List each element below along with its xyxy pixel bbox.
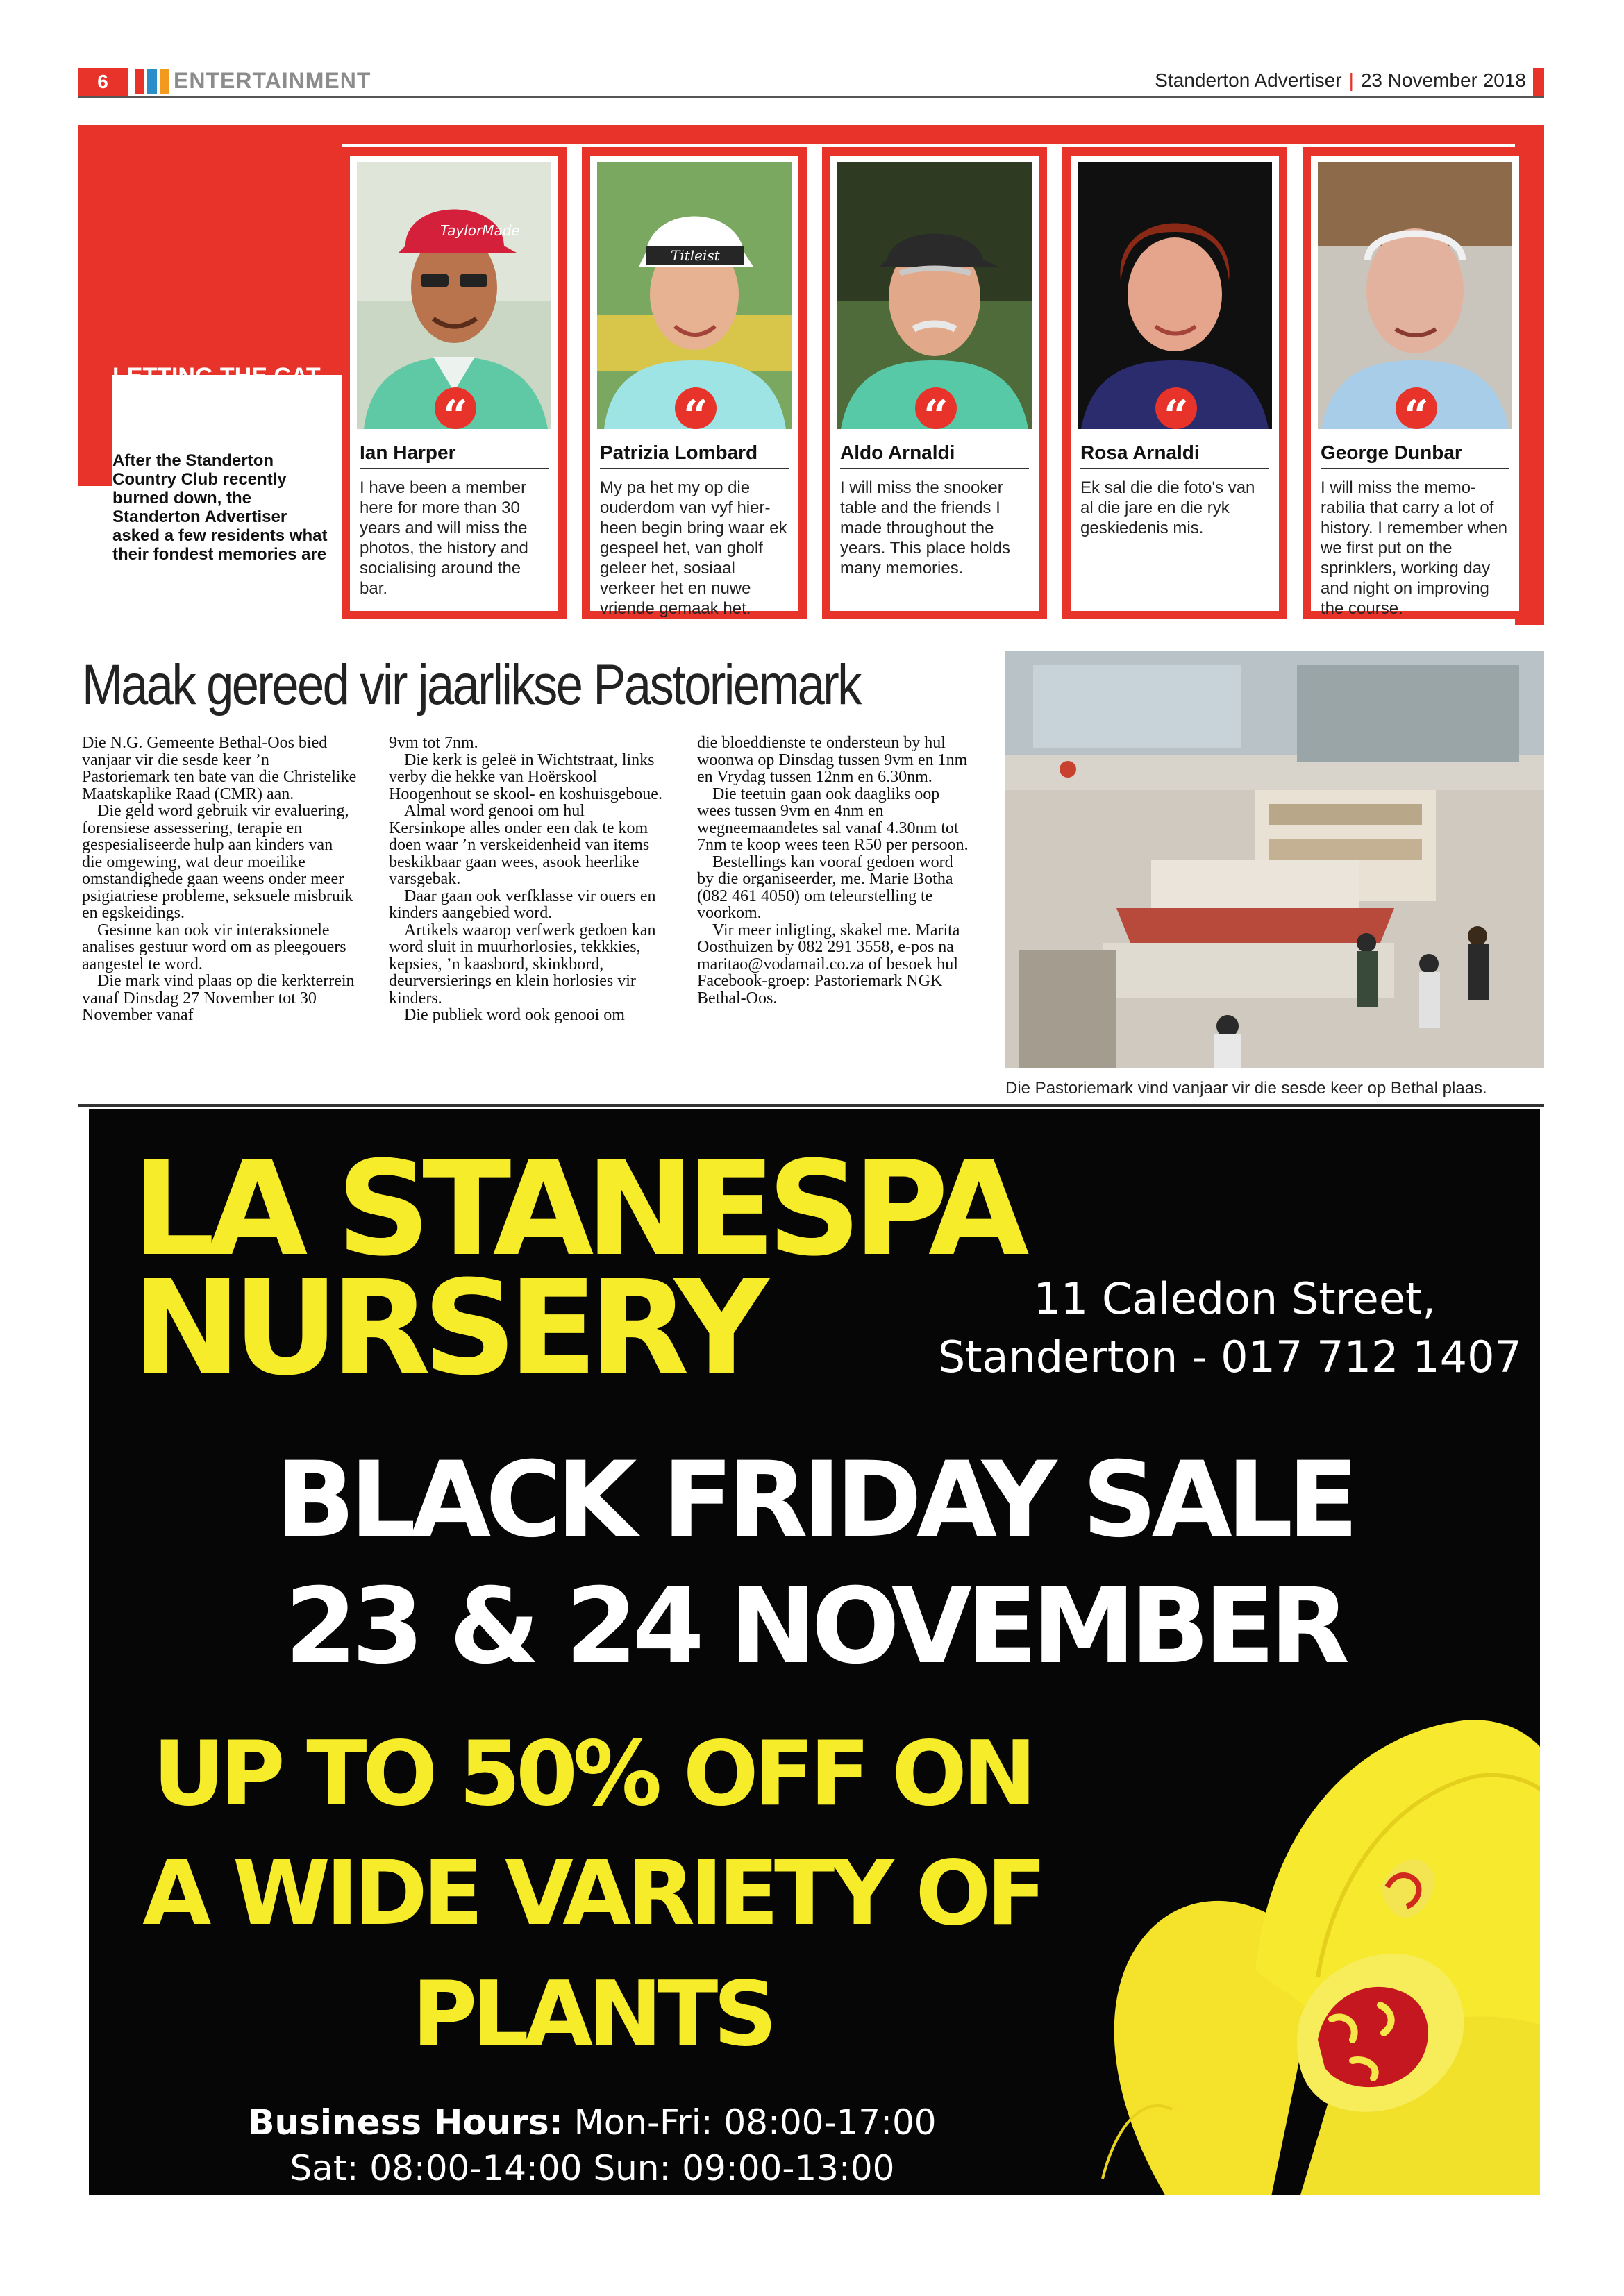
orchid-image — [1089, 1679, 1540, 2195]
offer-line2: A WIDE VARIETY OF — [142, 1842, 1042, 1945]
advert-name-line2: NURSERY — [132, 1252, 761, 1405]
advert-name-line1: LA STANESPA — [132, 1133, 1021, 1285]
article-paragraph: die bloeddienste te ondersteun by hul woonwa op Dinsdag tussen 9vm en 1nm en Vrydag tussen 12nm en 6.30nm. — [697, 734, 968, 786]
article-paragraph: Die mark vind plaas op die kerkterrein vanaf Dinsdag 27 November tot 30 November vanaf — [82, 972, 355, 1024]
article-column-3 — [697, 735, 972, 1007]
person-quote: I have been a member here for more than 30 years and will miss the photos, the history and socialising around the bar. — [360, 478, 528, 598]
person-card — [822, 147, 1047, 619]
advert-address-line1: 11 Caledon Street, — [1033, 1273, 1436, 1324]
quote-icon: “ — [435, 387, 476, 429]
accent-bar-blue — [147, 69, 157, 94]
offer-line1: UP TO 50% OFF ON — [152, 1723, 1032, 1826]
publication-name: Standerton Advertiser — [1155, 69, 1342, 91]
person-quote: I will miss the memo- rabilia that carry a lot of history. I remember when we first put on the sprinklers, working day and night on improving the course. — [1321, 478, 1507, 618]
offer-line3: PLANTS — [412, 1963, 773, 2066]
article-paragraph: Gesinne kan ook vir interaksionele analises gestuur word om as pleegouers aangestel te word. — [82, 921, 346, 973]
person-card — [342, 147, 567, 619]
person-name: Patrizia Lombard — [600, 442, 789, 469]
weekday-hours: Mon-Fri: 08:00-17:00 — [574, 2102, 937, 2143]
article-column-1 — [82, 735, 357, 1024]
person-name: Rosa Arnaldi — [1080, 442, 1269, 469]
nursery-advert — [89, 1109, 1540, 2195]
article-paragraph: 9vm tot 7nm. — [389, 734, 478, 752]
person-name: Ian Harper — [360, 442, 549, 469]
svg-text:Titleist: Titleist — [671, 247, 720, 264]
quote-icon: “ — [915, 387, 957, 429]
feature-title: LETTING THE CAT OUT OF THE BAG — [112, 363, 321, 412]
business-hours-label: Business Hours: — [248, 2102, 563, 2143]
person-card — [1303, 147, 1527, 619]
article-paragraph: Die N.G. Gemeente Bethal-Oos bied vanjaar vir die sesde keer ’n Pastoriemark ten bate van die Christelike Maatskaplike Raad (CMR) aan. — [82, 734, 357, 803]
person-quote: I will miss the snooker table and the friends I made throughout the years. This place holds many memories. — [840, 478, 1011, 578]
accent-bar-red — [135, 69, 144, 94]
article-paragraph: Artikels waarop verfwerk gedoen kan word sluit in muurhorlosies, tekkkies, kepsies, ’n kaasbord, skinkbord, deurversierings en klein horlosies vir kinders. — [389, 921, 656, 1007]
section-title: ENTERTAINMENT — [174, 68, 371, 93]
article-paragraph: Die publiek word ook genooi om — [404, 1006, 625, 1024]
quote-icon: “ — [675, 387, 717, 429]
article-rule — [78, 1104, 1544, 1107]
person-quote: Ek sal die die foto's van al die jare en die ryk geskiedenis mis. — [1080, 478, 1255, 537]
weekend-hours: Sat: 08:00-14:00 Sun: 09:00-13:00 — [290, 2148, 895, 2188]
header-rule — [78, 96, 1544, 98]
article-paragraph: Daar gaan ook verfklasse vir ouers en kinders aangebied word. — [389, 887, 656, 922]
sale-headline: BLACK FRIDAY SALE — [276, 1440, 1353, 1561]
photo-caption: Die Pastoriemark vind vanjaar vir die sesde keer op Bethal plaas. — [1005, 1079, 1487, 1098]
article-title: Maak gereed vir jaarlikse Pastoriemark — [82, 653, 860, 717]
quote-icon: “ — [1155, 387, 1197, 429]
publication-info — [1155, 69, 1526, 92]
accent-bar-orange — [160, 69, 169, 94]
business-hours — [89, 2102, 1096, 2143]
quote-icon: “ — [1396, 387, 1437, 429]
page-number: 6 — [78, 68, 128, 96]
sale-dates: 23 & 24 NOVEMBER — [284, 1566, 1345, 1687]
article-paragraph: Bestellings kan vooraf gedoen word by die organiseerder, me. Marie Botha (082 461 4050) om teleurstelling te voorkom. — [697, 853, 953, 922]
person-quote: My pa het my op die ouderdom van vyf hier- heen begin bring waar ek gespeel het, van gholf geleer het, sosiaal verkeer het en nuwe vriende gemaak het. — [600, 478, 787, 618]
advert-address-line2: Standerton - 017 712 1407 — [937, 1332, 1522, 1382]
article-column-2 — [389, 735, 664, 1024]
publication-date: 23 November 2018 — [1360, 69, 1526, 91]
person-name: George Dunbar — [1321, 442, 1509, 469]
person-card — [582, 147, 807, 619]
header-separator: | — [1348, 69, 1354, 91]
feature-corner-block — [78, 125, 342, 375]
article-paragraph: Vir meer inligting, skakel me. Marita Oosthuizen by 082 291 3558, e-pos na maritao@vodamail.co.za of besoek hul Facebook-groep: Pastoriemark NGK Bethal-Oos. — [697, 921, 960, 1007]
svg-text:TaylorMade: TaylorMade — [440, 222, 520, 239]
article-paragraph: Die geld word gebruik vir evaluering, forensiese assessering, terapie en gespesialiseerde hulp aan kinders van die omgewing, wat deur moeilike omstandighede gaan weens onder meer psigiatriese probleme, seksuele misbruik en egskeidings. — [82, 802, 353, 922]
person-name: Aldo Arnaldi — [840, 442, 1029, 469]
article-paragraph: Almal word genooi om hul Kersinkope alles onder een dak te kom doen waar ’n verskeidenheid van items beskikbaar gaan wees, asook heerlike varsgebak. — [389, 802, 650, 888]
page-header — [78, 67, 1544, 96]
article-paragraph: Die teetuin gaan ook daagliks oop wees tussen 9vm en 4nm en wegneemaandetes sal vanaf 4.30nm tot 7nm te koop wees teen R50 per persoon. — [697, 785, 969, 854]
header-end-bar — [1533, 68, 1544, 96]
article-paragraph: Die kerk is geleë in Wichtstraat, links verby die hekke van Hoërskool Hoogenhout se skool- en koshuisgeboue. — [389, 751, 662, 803]
person-card — [1062, 147, 1287, 619]
market-photo — [1005, 651, 1544, 1068]
feature-intro-text: After the Standerton Country Club recently burned down, the Standerton Advertiser asked a few residents what their fondest memories are — [112, 451, 328, 564]
